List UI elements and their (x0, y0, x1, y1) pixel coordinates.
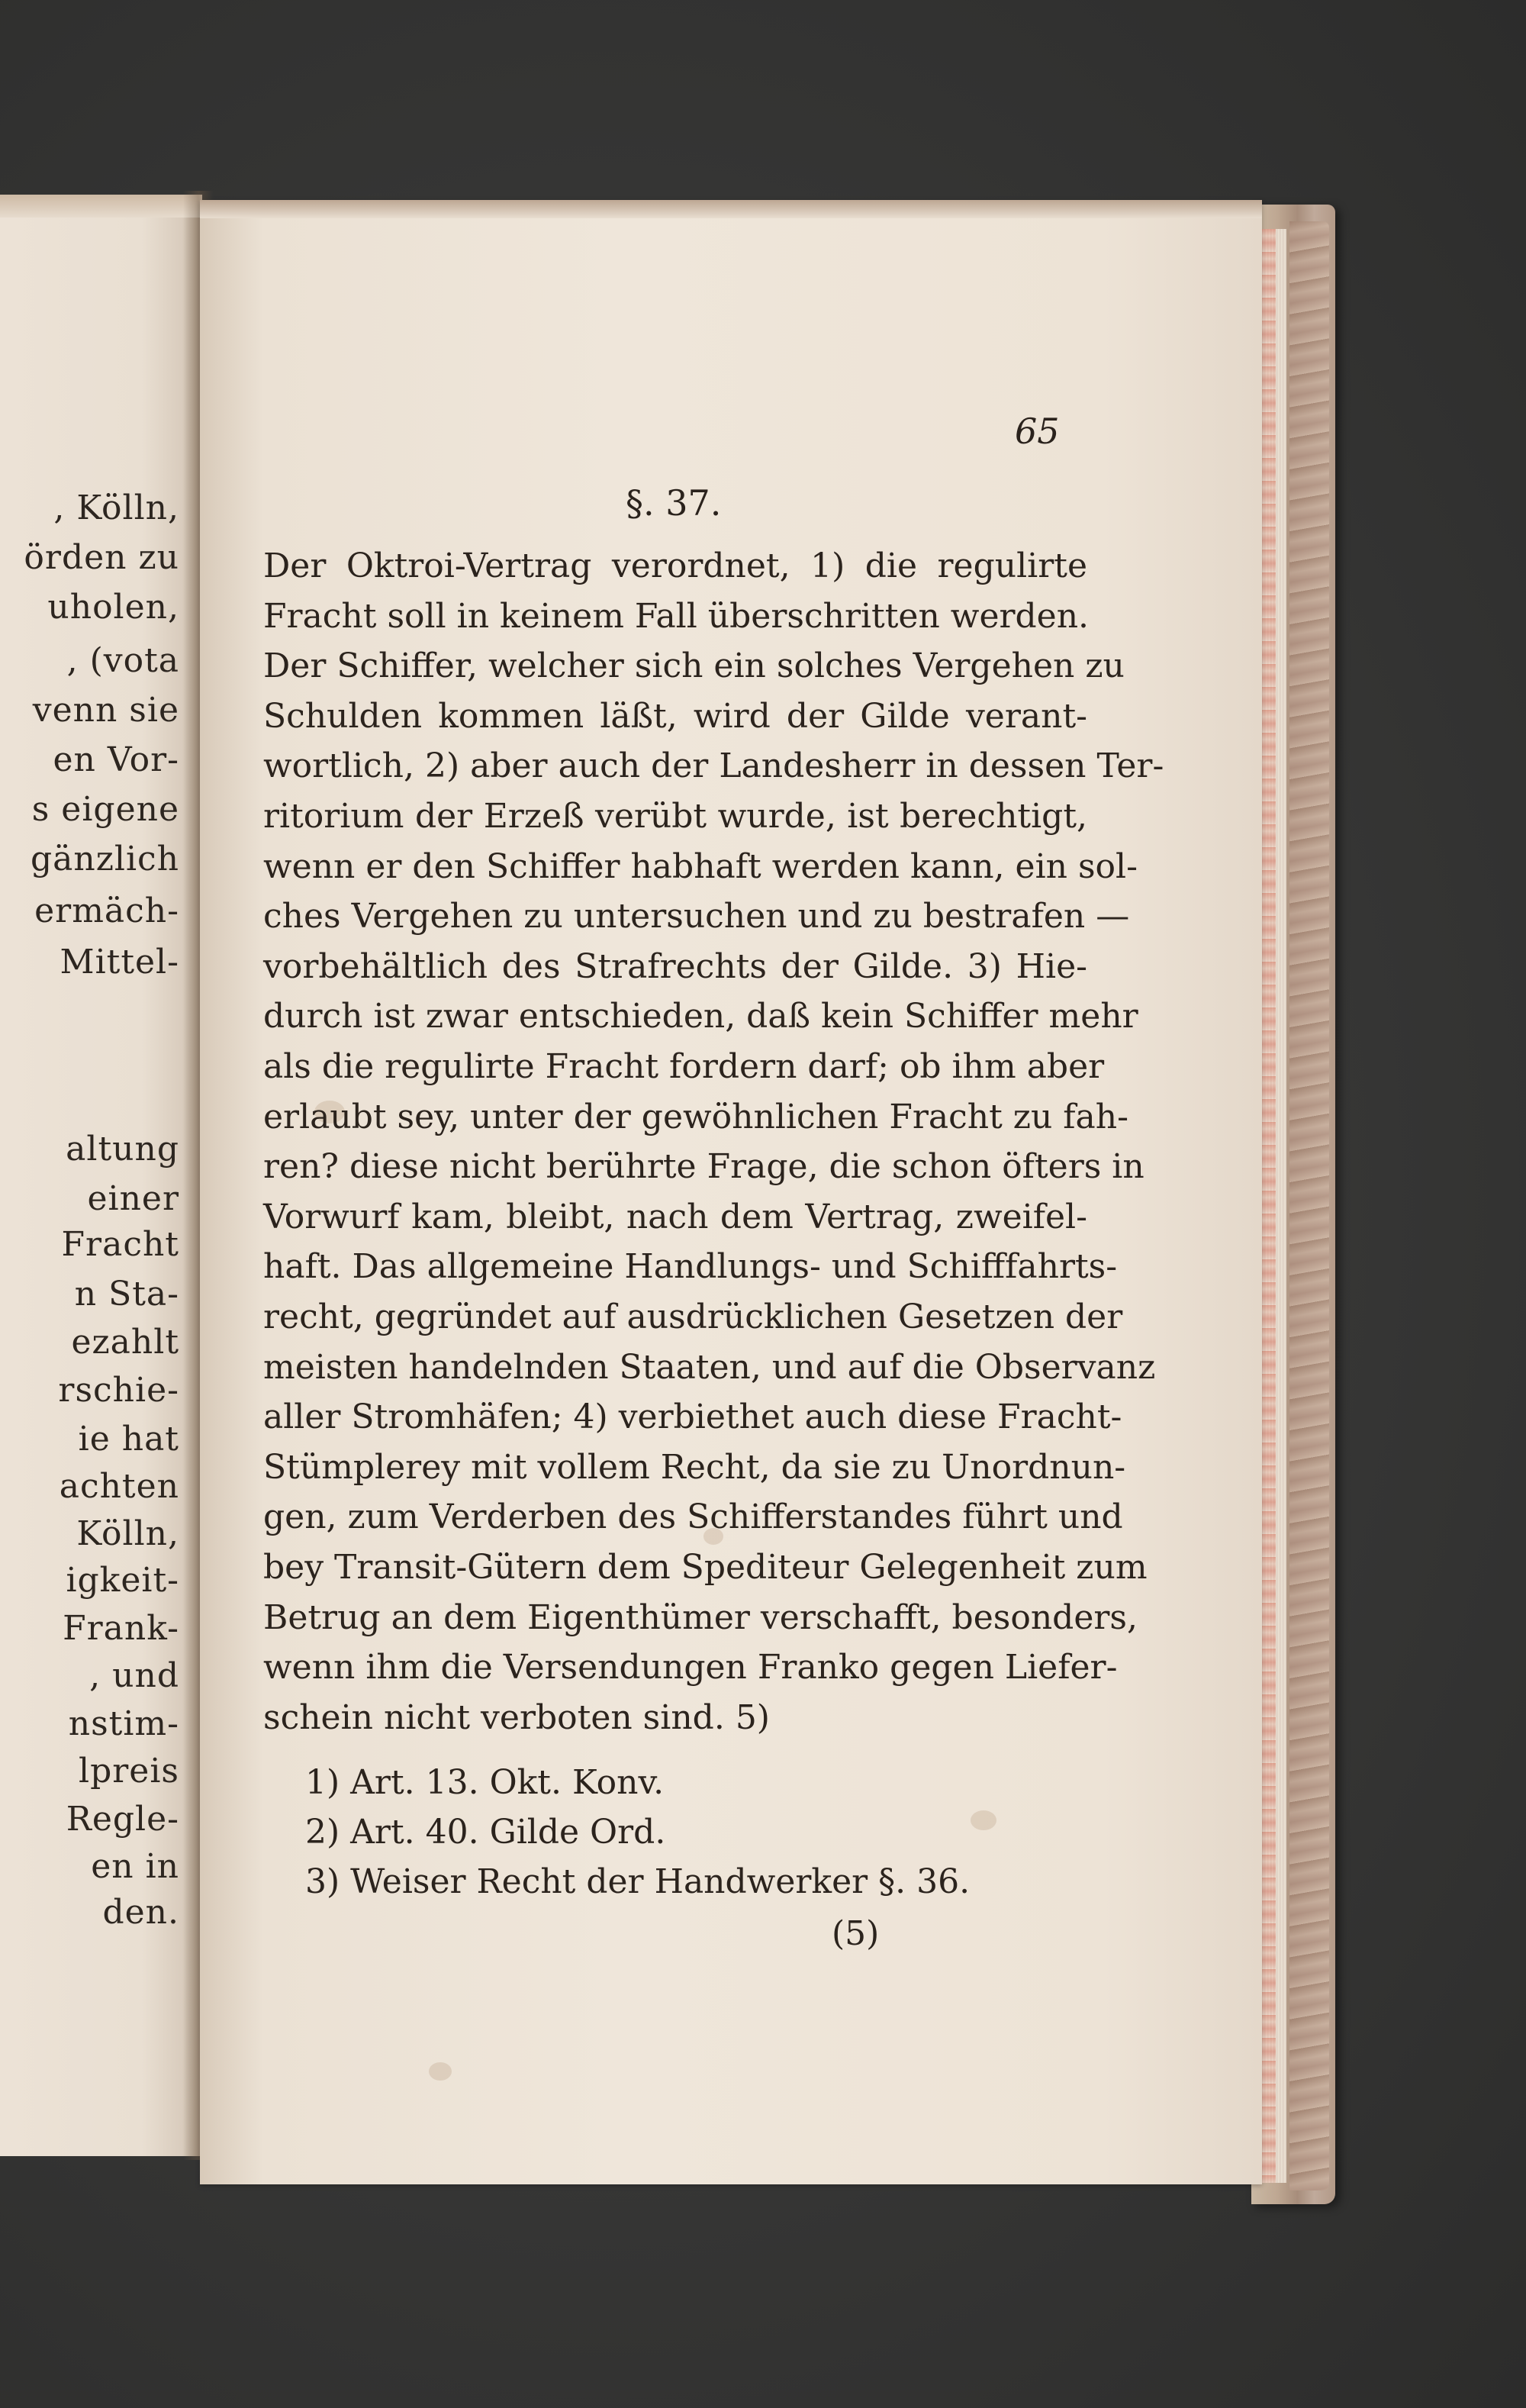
body-line: recht, gegründet auf ausdrücklichen Gesetzen der (263, 1297, 1123, 1336)
footnote: 2) Art. 40. Gilde Ord. (305, 1813, 666, 1852)
body-line: aller Stromhäfen; 4) verbiethet auch diese Fracht- (263, 1397, 1122, 1436)
left-page-line: n Sta- (74, 1275, 179, 1314)
left-page-top-rim (0, 195, 202, 218)
left-page-line: altung (66, 1130, 179, 1169)
body-line: haft. Das allgemeine Handlungs- und Schifffahrts- (263, 1247, 1118, 1286)
left-page-line: , (vota (66, 641, 179, 680)
left-page-line: lpreis (79, 1752, 179, 1791)
body-line: Vorwurf kam, bleibt, nach dem Vertrag, zweifel- (263, 1198, 1087, 1236)
left-page-line: den. (102, 1893, 179, 1932)
body-line: bey Transit-Gütern dem Spediteur Gelegenheit zum (263, 1548, 1148, 1587)
body-line: wortlich, 2) aber auch der Landesherr in dessen Ter- (263, 746, 1164, 785)
left-page-line: ermäch- (34, 891, 179, 930)
left-page-line: Frank- (63, 1609, 179, 1648)
body-line: vorbehältlich des Strafrechts der Gilde. 3) Hie- (263, 947, 1087, 986)
left-page-line: venn sie (32, 691, 179, 730)
left-page-line: Regle- (66, 1800, 179, 1839)
body-line: ritorium der Erzeß verübt wurde, ist berechtigt, (263, 797, 1087, 836)
signature-mark: (5) (832, 1914, 880, 1953)
body-line: wenn er den Schiffer habhaft werden kann, ein sol- (263, 847, 1138, 886)
left-page-line: rschie- (58, 1371, 179, 1410)
left-page-line: örden zu (24, 538, 179, 577)
body-line: als die regulirte Fracht fordern darf; ob ihm aber (263, 1047, 1105, 1086)
left-page-line: , und (89, 1656, 179, 1695)
footnote: 3) Weiser Recht der Handwerker §. 36. (305, 1862, 971, 1901)
body-line: Schulden kommen läßt, wird der Gilde verant- (263, 697, 1087, 736)
footnote: 1) Art. 13. Okt. Konv. (305, 1763, 665, 1802)
left-page-line: en Vor- (53, 740, 179, 779)
left-page-line: s eigene (31, 790, 179, 829)
body-line: erlaubt sey, unter der gewöhnlichen Fracht zu fah- (263, 1098, 1128, 1136)
foxing-spot (971, 1810, 996, 1830)
body-line: ches Vergehen zu untersuchen und zu bestrafen — (263, 897, 1130, 936)
body-line: gen, zum Verderben des Schifferstandes führt und (263, 1497, 1123, 1536)
marbled-board (1289, 221, 1329, 2190)
section-heading: §. 37. (626, 482, 722, 524)
left-page-line: Mittel- (60, 943, 179, 982)
body-line: Fracht soll in keinem Fall überschritten werden. (263, 597, 1090, 636)
page-number: 65 (1015, 411, 1060, 452)
body-line: ren? diese nicht berührte Frage, die schon öfters in (263, 1147, 1144, 1186)
left-page (0, 195, 202, 2156)
left-page-line: achten (59, 1467, 179, 1506)
left-page-line: gänzlich (30, 840, 179, 878)
body-line: schein nicht verboten sind. 5) (263, 1698, 770, 1737)
body-line: Betrug an dem Eigenthümer verschafft, besonders, (263, 1598, 1138, 1637)
body-line: meisten handelnden Staaten, und auf die Observanz (263, 1348, 1156, 1387)
left-page-line: ezahlt (71, 1323, 179, 1362)
body-line: wenn ihm die Versendungen Franko gegen Liefer- (263, 1648, 1118, 1687)
right-page-top-rim (200, 200, 1262, 218)
left-page-line: nstim- (68, 1704, 179, 1743)
foxing-spot (429, 2062, 452, 2081)
left-page-line: , Kölln, (53, 488, 179, 527)
left-page-line: en in (91, 1847, 179, 1886)
body-line: Der Oktroi-Vertrag verordnet, 1) die regulirte (263, 546, 1087, 585)
body-line: durch ist zwar entschieden, daß kein Schiffer mehr (263, 997, 1138, 1036)
left-page-line: ie hat (78, 1420, 179, 1459)
body-line: Stümplerey mit vollem Recht, da sie zu Unordnun- (263, 1448, 1126, 1487)
left-page-line: igkeit- (66, 1561, 179, 1600)
left-page-line: einer (87, 1179, 179, 1218)
body-line: Der Schiffer, welcher sich ein solches Vergehen zu (263, 646, 1125, 685)
left-page-line: Kölln, (76, 1514, 179, 1553)
left-page-line: Fracht (61, 1225, 179, 1264)
left-page-line: uholen, (47, 588, 179, 627)
